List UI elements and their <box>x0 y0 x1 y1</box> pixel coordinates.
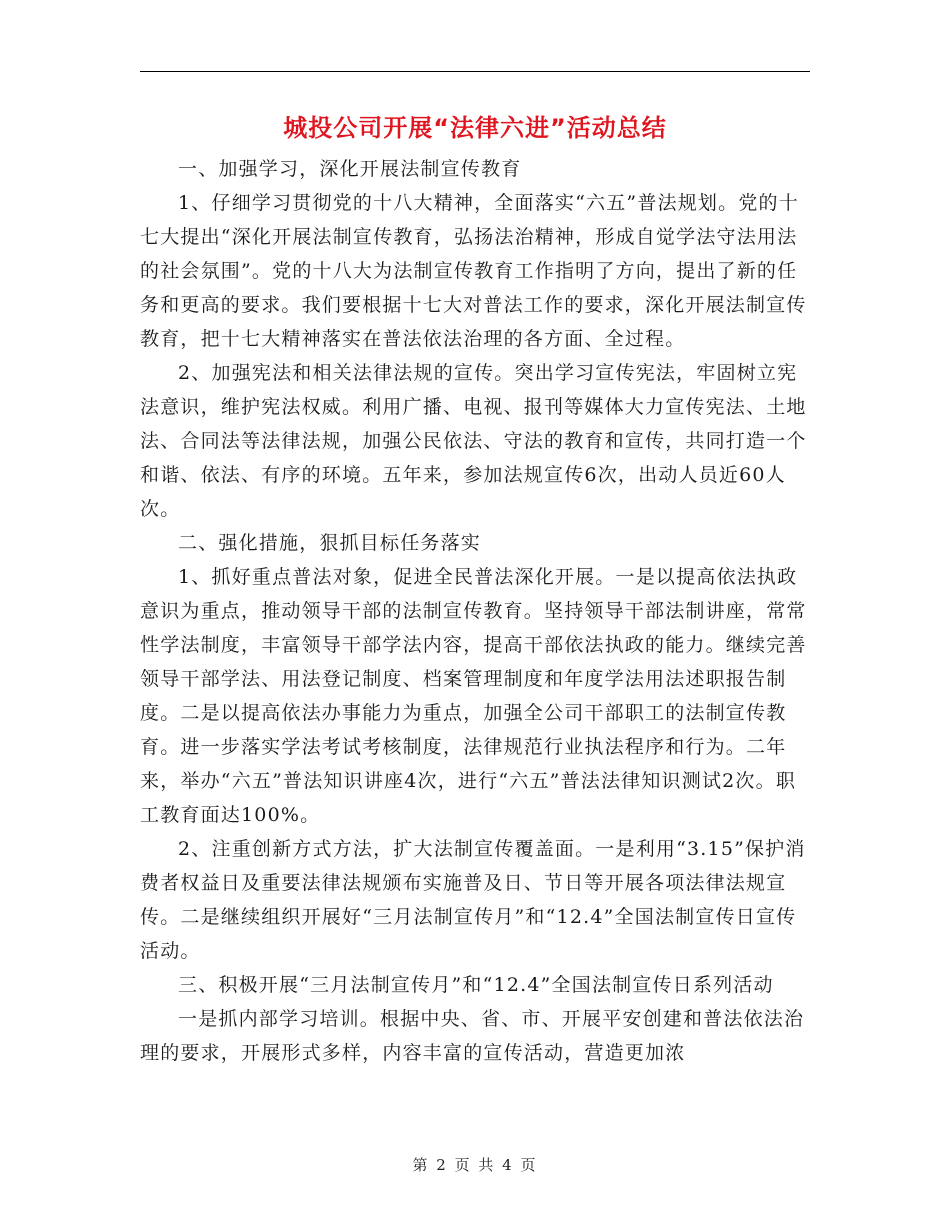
paragraph: 1、抓好重点普法对象，促进全民普法深化开展。一是以提高依法执政意识为重点，推动领导干部的法制宣传教育。坚持领导干部法制讲座，常常性学法制度，丰富领导干部学法内容，提高干部依法执政的能力。继续完善领导干部学法、用法登记制度、档案管理制度和年度学法用法述职报告制度。二是以提高依法办事能力为重点，加强全公司干部职工的法制宣传教育。进一步落实学法考试考核制度，法律规范行业执法程序和行为。二年来，举办“六五”普法知识讲座4次，进行“六五”普法法律知识测试2次。职工教育面达100%。 <box>140 566 807 826</box>
section-heading-1: 一、加强学习，深化开展法制宣传教育 <box>178 158 522 180</box>
paragraph: 2、加强宪法和相关法律法规的宣传。突出学习宣传宪法，牢固树立宪法意识，维护宪法权威。利用广播、电视、报刊等媒体大力宣传宪法、土地法、合同法等法律法规，加强公民依法、守法的教育和宣传，共同打造一个和谐、依法、有序的环境。五年来，参加法规宣传6次，出动人员近60人次。 <box>140 362 807 520</box>
paragraph: 1、仔细学习贯彻党的十八大精神，全面落实“六五”普法规划。党的十七大提出“深化开展法制宣传教育，弘扬法治精神，形成自觉学法守法用法的社会氛围”。党的十八大为法制宣传教育工作指明了方向，提出了新的任务和更高的要求。我们要根据十七大对普法工作的要求，深化开展法制宣传教育，把十七大精神落实在普法依法治理的各方面、全过程。 <box>140 192 807 350</box>
paragraph: 2、注重创新方式方法，扩大法制宣传覆盖面。一是利用“3.15”保护消费者权益日及重要法律法规颁布实施普及日、节日等开展各项法律法规宣传。二是继续组织开展好“三月法制宣传月”和“12.4”全国法制宣传日宣传活动。 <box>140 838 806 962</box>
section-heading-3: 三、积极开展“三月法制宣传月”和“12.4”全国法制宣传日系列活动 <box>178 974 774 996</box>
section-heading-2: 二、强化措施，狠抓目标任务落实 <box>178 532 482 554</box>
document-body <box>140 152 810 1070</box>
page-footer: 第 2 页 共 4 页 <box>412 1156 538 1174</box>
paragraph: 一是抓内部学习培训。根据中央、省、市、开展平安创建和普法依法治理的要求，开展形式多样，内容丰富的宣传活动，营造更加浓 <box>140 1008 805 1064</box>
header-rule <box>140 71 810 72</box>
document-title: 城投公司开展“法律六进”活动总结 <box>283 114 667 142</box>
